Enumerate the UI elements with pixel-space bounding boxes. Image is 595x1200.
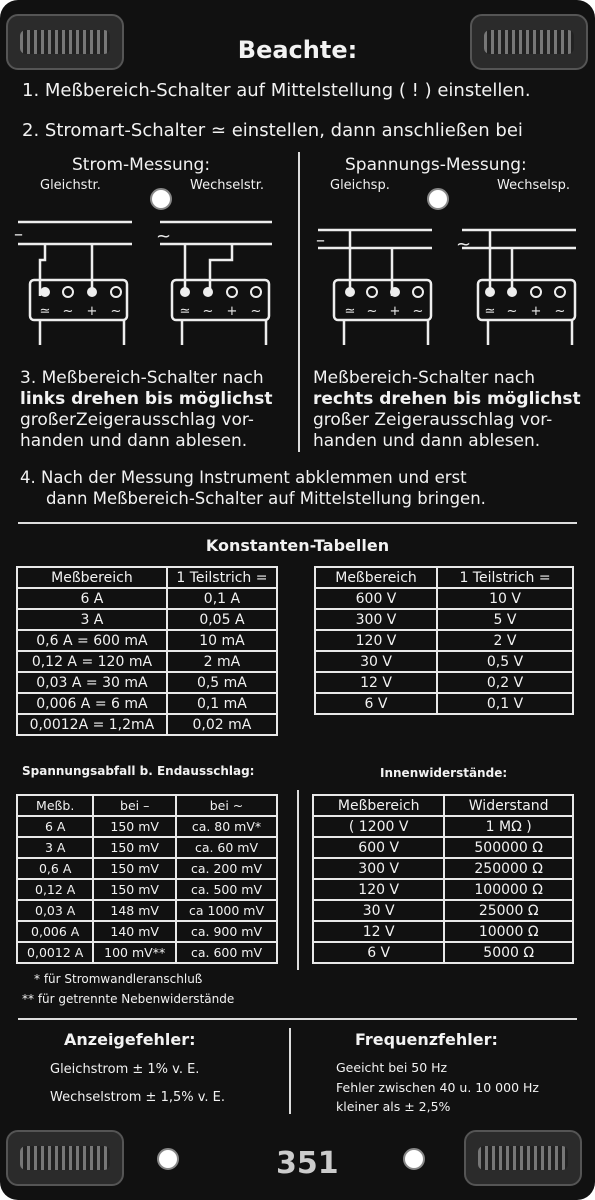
frequenz-title: Frequenzfehler: xyxy=(355,1030,498,1049)
table-cell: 0,1 mA xyxy=(167,693,277,714)
table-row xyxy=(315,693,573,714)
table-cell: 12 V xyxy=(315,672,437,693)
terminal-symbol: ≃ xyxy=(344,304,356,319)
step-3-left-line: handen und dann ablesen. xyxy=(20,431,248,451)
terminal-symbol: ~ xyxy=(554,304,566,319)
table-cell: 0,5 mA xyxy=(167,672,277,693)
table-cell: 300 V xyxy=(315,609,437,630)
step-3-right-line: Meßbereich-Schalter nach xyxy=(313,368,536,388)
vertical-divider xyxy=(297,790,299,970)
divider xyxy=(18,1018,577,1020)
table-cell: ca. 600 mV xyxy=(176,942,277,963)
table-cell: 0,006 A = 6 mA xyxy=(17,693,167,714)
table-row xyxy=(315,609,573,630)
table-row xyxy=(17,693,277,714)
table-cell: 0,0012 A xyxy=(17,942,93,963)
table-cell: 0,0012A = 1,2mA xyxy=(17,714,167,735)
table-cell: 25000 Ω xyxy=(444,900,573,921)
divider xyxy=(18,522,577,524)
table-cell: 10 V xyxy=(437,588,573,609)
spannung-title: Spannungs-Messung: xyxy=(345,155,527,175)
terminal-symbol: + xyxy=(226,304,238,319)
table-cell: ca. 200 mV xyxy=(176,858,277,879)
table-voltage-constants xyxy=(314,566,574,715)
table-cell: 140 mV xyxy=(93,921,176,942)
table-cell: ca 1000 mV xyxy=(176,900,277,921)
footnote-2: ** für getrennte Nebenwiderstände xyxy=(22,992,235,1006)
table-row xyxy=(17,900,277,921)
table-cell: 30 V xyxy=(315,651,437,672)
table-cell: 150 mV xyxy=(93,837,176,858)
table-cell: 500000 Ω xyxy=(444,837,573,858)
table-cell: 0,03 A = 30 mA xyxy=(17,672,167,693)
column-header: Meßbereich xyxy=(313,795,444,816)
table-cell: 0,1 A xyxy=(167,588,277,609)
table-voltage-drop xyxy=(16,794,278,964)
table-cell: 0,02 mA xyxy=(167,714,277,735)
terminal-symbol: ~ xyxy=(202,304,214,319)
table-row xyxy=(17,651,277,672)
table-cell: 120 V xyxy=(315,630,437,651)
table-cell: 0,12 A xyxy=(17,879,93,900)
table-current-constants xyxy=(16,566,278,736)
table-cell: 5000 Ω xyxy=(444,942,573,963)
table-cell: 2 mA xyxy=(167,651,277,672)
table-internal-resistance xyxy=(312,794,574,964)
column-header: bei – xyxy=(93,795,176,816)
plate-number: 351 xyxy=(276,1146,339,1181)
table-row xyxy=(313,900,573,921)
frequenz-line-2: Fehler zwischen 40 u. 10 000 Hz xyxy=(336,1080,539,1095)
column-header: Widerstand xyxy=(444,795,573,816)
table-row xyxy=(17,879,277,900)
step-3-right-line: rechts drehen bis möglichst xyxy=(313,389,581,409)
table-row xyxy=(17,630,277,651)
table-cell: 6 A xyxy=(17,816,93,837)
table-row xyxy=(313,942,573,963)
table-cell: 100000 Ω xyxy=(444,879,573,900)
step-1: 1. Meßbereich-Schalter auf Mittelstellung ( ! ) einstellen. xyxy=(22,80,531,101)
anzeige-line-2: Wechselstrom ± 1,5% v. E. xyxy=(50,1090,226,1105)
table-cell: 100 mV** xyxy=(93,942,176,963)
table-row xyxy=(17,942,277,963)
table-header-row xyxy=(315,567,573,588)
table-cell: 0,006 A xyxy=(17,921,93,942)
frequenz-line-3: kleiner als ± 2,5% xyxy=(336,1099,451,1114)
table-row xyxy=(17,921,277,942)
spannung-right-label: Wechselsp. xyxy=(497,178,571,193)
table-header-row xyxy=(17,795,277,816)
table-row xyxy=(17,588,277,609)
table-cell: 10 mA xyxy=(167,630,277,651)
strom-title: Strom-Messung: xyxy=(72,155,211,175)
terminal-symbol: ~ xyxy=(250,304,262,319)
table-cell: ca. 80 mV* xyxy=(176,816,277,837)
table-cell: 150 mV xyxy=(93,816,176,837)
mounting-hole xyxy=(403,1148,425,1170)
mounting-hole xyxy=(157,1148,179,1170)
table-cell: ca. 60 mV xyxy=(176,837,277,858)
table-cell: 300 V xyxy=(313,858,444,879)
table-cell: 10000 Ω xyxy=(444,921,573,942)
table-cell: 600 V xyxy=(313,837,444,858)
table-cell: 0,05 A xyxy=(167,609,277,630)
terminal-symbol: + xyxy=(530,304,542,319)
spannung-left-label: Gleichsp. xyxy=(330,178,390,193)
step-3-left-line: links drehen bis möglichst xyxy=(20,389,273,409)
table-cell: 148 mV xyxy=(93,900,176,921)
table-cell: 600 V xyxy=(315,588,437,609)
table-header-row xyxy=(17,567,277,588)
table-row xyxy=(17,672,277,693)
innen-title: Innenwiderstände: xyxy=(380,766,508,780)
table-cell: ca. 900 mV xyxy=(176,921,277,942)
table-row xyxy=(313,879,573,900)
table-row xyxy=(313,837,573,858)
table-cell: 3 A xyxy=(17,837,93,858)
footnote-1: * für Stromwandleranschluß xyxy=(34,972,203,986)
terminal-symbol: ≃ xyxy=(39,304,51,319)
terminal-symbol: ≃ xyxy=(179,304,191,319)
table-row xyxy=(17,816,277,837)
step-3-right-line: großer Zeigerausschlag vor- xyxy=(313,410,553,430)
column-header: bei ~ xyxy=(176,795,277,816)
step-4-line: dann Meßbereich-Schalter auf Mittelstellung bringen. xyxy=(46,489,486,508)
step-3-left xyxy=(20,368,290,452)
table-cell: 3 A xyxy=(17,609,167,630)
terminal-symbol: ~ xyxy=(62,304,74,319)
spannungsabfall-title: Spannungsabfall b. Endausschlag: xyxy=(22,764,255,778)
terminal-symbol: ~ xyxy=(412,304,424,319)
table-cell: 0,1 V xyxy=(437,693,573,714)
table-cell: 0,6 A = 600 mA xyxy=(17,630,167,651)
table-row xyxy=(313,921,573,942)
column-header: 1 Teilstrich = xyxy=(167,567,277,588)
grip-bottom-right xyxy=(464,1130,582,1186)
terminal-symbol: ~ xyxy=(110,304,122,319)
table-cell: 1 MΩ ) xyxy=(444,816,573,837)
step-3-right xyxy=(313,368,583,452)
step-3-left-line: großerZeigerausschlag vor- xyxy=(20,410,254,430)
table-row xyxy=(17,714,277,735)
step-4-line: 4. Nach der Messung Instrument abklemmen und erst xyxy=(20,468,467,487)
table-cell: 6 A xyxy=(17,588,167,609)
column-header: Meßb. xyxy=(17,795,93,816)
step-2: 2. Stromart-Schalter ≃ einstellen, dann anschließen bei xyxy=(22,120,523,141)
ac-mark: ~ xyxy=(156,226,172,247)
terminal-symbol: + xyxy=(389,304,401,319)
table-cell: ( 1200 V xyxy=(313,816,444,837)
anzeige-line-1: Gleichstrom ± 1% v. E. xyxy=(50,1062,200,1077)
step-3-right-line: handen und dann ablesen. xyxy=(313,431,541,451)
table-row xyxy=(315,630,573,651)
table-cell: 120 V xyxy=(313,879,444,900)
table-cell: 0,12 A = 120 mA xyxy=(17,651,167,672)
heading: Beachte: xyxy=(237,36,358,64)
column-header: 1 Teilstrich = xyxy=(437,567,573,588)
column-header: Meßbereich xyxy=(17,567,167,588)
ac-mark: ~ xyxy=(456,234,472,255)
terminal-symbol: ≃ xyxy=(484,304,496,319)
vertical-divider xyxy=(289,1028,291,1114)
table-cell: 6 V xyxy=(315,693,437,714)
table-cell: 250000 Ω xyxy=(444,858,573,879)
table-cell: 30 V xyxy=(313,900,444,921)
table-row xyxy=(313,816,573,837)
table-cell: 0,2 V xyxy=(437,672,573,693)
table-cell: 150 mV xyxy=(93,879,176,900)
terminal-symbol: ~ xyxy=(366,304,378,319)
dc-mark: – xyxy=(14,224,23,245)
table-cell: 6 V xyxy=(313,942,444,963)
step-4 xyxy=(20,467,486,509)
connection-diagrams xyxy=(0,200,595,350)
table-row xyxy=(315,588,573,609)
table-cell: 12 V xyxy=(313,921,444,942)
table-cell: 0,03 A xyxy=(17,900,93,921)
table-header-row xyxy=(313,795,573,816)
table-row xyxy=(315,651,573,672)
table-cell: 5 V xyxy=(437,609,573,630)
strom-left-label: Gleichstr. xyxy=(40,178,101,193)
terminal-symbol: + xyxy=(86,304,98,319)
table-row xyxy=(313,858,573,879)
table-row xyxy=(17,609,277,630)
terminal-symbol: ~ xyxy=(506,304,518,319)
table-cell: 2 V xyxy=(437,630,573,651)
table-cell: 0,5 V xyxy=(437,651,573,672)
dc-mark: – xyxy=(316,230,325,251)
anzeige-title: Anzeigefehler: xyxy=(64,1030,196,1049)
strom-right-label: Wechselstr. xyxy=(190,178,265,193)
frequenz-line-1: Geeicht bei 50 Hz xyxy=(336,1060,448,1075)
table-cell: 0,6 A xyxy=(17,858,93,879)
table-row xyxy=(17,858,277,879)
table-row xyxy=(315,672,573,693)
konstanten-title: Konstanten-Tabellen xyxy=(205,536,390,555)
table-cell: ca. 500 mV xyxy=(176,879,277,900)
column-header: Meßbereich xyxy=(315,567,437,588)
step-3-left-line: 3. Meßbereich-Schalter nach xyxy=(20,368,264,388)
table-row xyxy=(17,837,277,858)
table-cell: 150 mV xyxy=(93,858,176,879)
grip-bottom-left xyxy=(6,1130,124,1186)
